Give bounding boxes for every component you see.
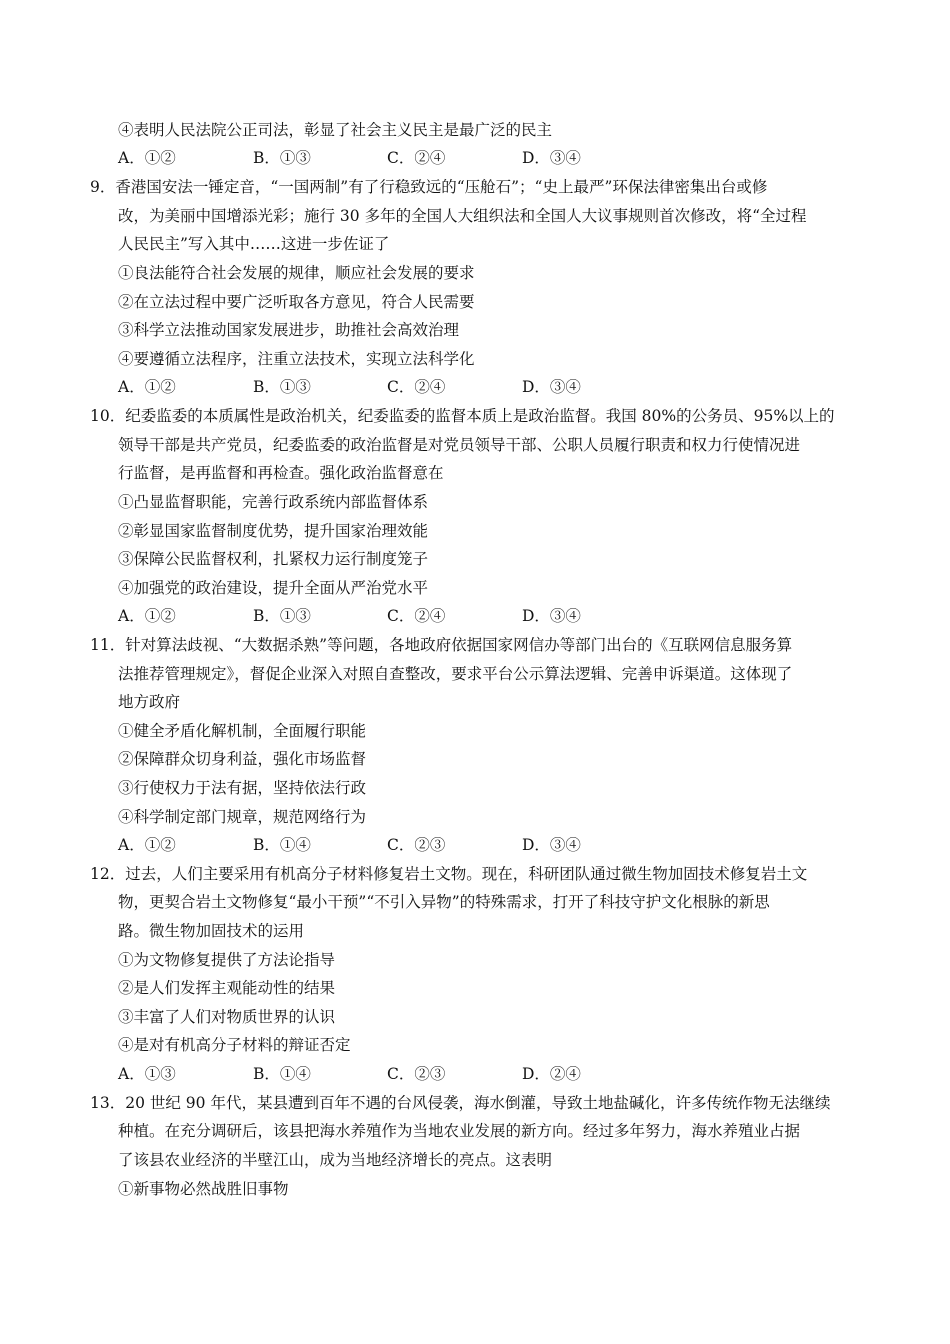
q11-statement-3: ③行使权力于法有据，坚持依法行政 [118,779,367,797]
q9-option-b: B．①③ [253,378,311,396]
q11-option-a: A．①② [118,836,176,854]
q10-statement-1: ①凸显监督职能，完善行政系统内部监督体系 [118,493,429,511]
q12-option-c: C．②③ [387,1065,446,1083]
q11-statement-4: ④科学制定部门规章，规范网络行为 [118,808,367,826]
q8-option-b: B．①③ [253,149,311,167]
q13-stem-line-1: 13．20 世纪 90 年代，某县遭到百年不遇的台风侵袭，海水倒灌，导致土地盐碱化，许多传统作物无法继续 [90,1094,831,1112]
q12-option-a: A．①③ [118,1065,176,1083]
q10-stem-line-1: 10．纪委监委的本质属性是政治机关，纪委监委的监督本质上是政治监督。我国 80%的公务员、95%以上的 [90,407,835,425]
q13-statement-1: ①新事物必然战胜旧事物 [118,1180,289,1198]
q11-stem-line-2: 法推荐管理规定》，督促企业深入对照自查整改，要求平台公示算法逻辑、完善申诉渠道。这体现了 [118,665,793,683]
q12-stem-line-2: 物，更契合岩土文物修复“最小干预”“不引入异物”的特殊需求，打开了科技守护文化根脉的新思 [118,893,770,911]
q12-statement-2: ②是人们发挥主观能动性的结果 [118,979,336,997]
q13-stem-line-2: 种植。在充分调研后，该县把海水养殖作为当地农业发展的新方向。经过多年努力，海水养殖业占据 [118,1122,801,1140]
q8-statement-4: ④表明人民法院公正司法，彰显了社会主义民主是最广泛的民主 [118,121,553,139]
q9-stem-line-1: 9．香港国安法一锤定音，“一国两制”有了行稳致远的“压舱石”；“史上最严”环保法律密集出台或修 [90,178,768,196]
q9-statement-3: ③科学立法推动国家发展进步，助推社会高效治理 [118,321,460,339]
q12-option-d: D．②④ [522,1065,581,1083]
q11-statement-2: ②保障群众切身利益，强化市场监督 [118,750,367,768]
q11-stem-line-1: 11．针对算法歧视、“大数据杀熟”等问题，各地政府依据国家网信办等部门出台的《互联网信息服务算 [90,636,793,654]
q10-stem-line-3: 行监督，是再监督和再检查。强化政治监督意在 [118,464,444,482]
q9-option-a: A．①② [118,378,176,396]
q9-option-c: C．②④ [387,378,446,396]
q12-statement-4: ④是对有机高分子材料的辩证否定 [118,1036,351,1054]
q12-option-b: B．①④ [253,1065,311,1083]
q12-statement-1: ①为文物修复提供了方法论指导 [118,951,336,969]
q13-stem-line-3: 了该县农业经济的半壁江山，成为当地经济增长的亮点。这表明 [118,1151,553,1169]
q9-option-d: D．③④ [522,378,581,396]
q10-stem-line-2: 领导干部是共产党员，纪委监委的政治监督是对党员领导干部、公职人员履行职责和权力行使情况进 [118,436,801,454]
q10-option-c: C．②④ [387,607,446,625]
q9-statement-1: ①良法能符合社会发展的规律，顺应社会发展的要求 [118,264,475,282]
q12-statement-3: ③丰富了人们对物质世界的认识 [118,1008,336,1026]
q11-option-d: D．③④ [522,836,581,854]
q10-statement-2: ②彰显国家监督制度优势，提升国家治理效能 [118,522,429,540]
q8-option-c: C．②④ [387,149,446,167]
q9-statement-2: ②在立法过程中要广泛听取各方意见，符合人民需要 [118,293,475,311]
q12-stem-line-1: 12．过去，人们主要采用有机高分子材料修复岩土文物。现在，科研团队通过微生物加固技术修复岩土文 [90,865,808,883]
q12-stem-line-3: 路。微生物加固技术的运用 [118,922,305,940]
q9-stem-line-2: 改，为美丽中国增添光彩；施行 30 多年的全国人大组织法和全国人大议事规则首次修改，将“全过程 [118,207,807,225]
q11-option-c: C．②③ [387,836,446,854]
q10-statement-3: ③保障公民监督权利，扎紧权力运行制度笼子 [118,550,429,568]
q11-stem-line-3: 地方政府 [118,693,181,711]
q10-option-d: D．③④ [522,607,581,625]
q8-option-d: D．③④ [522,149,581,167]
q9-statement-4: ④要遵循立法程序，注重立法技术，实现立法科学化 [118,350,475,368]
q11-option-b: B．①④ [253,836,311,854]
q10-statement-4: ④加强党的政治建设，提升全面从严治党水平 [118,579,429,597]
q10-option-b: B．①③ [253,607,311,625]
q11-statement-1: ①健全矛盾化解机制，全面履行职能 [118,722,367,740]
q9-stem-line-3: 人民民主”写入其中……这进一步佐证了 [118,235,390,253]
q10-option-a: A．①② [118,607,176,625]
q8-option-a: A．①② [118,149,176,167]
